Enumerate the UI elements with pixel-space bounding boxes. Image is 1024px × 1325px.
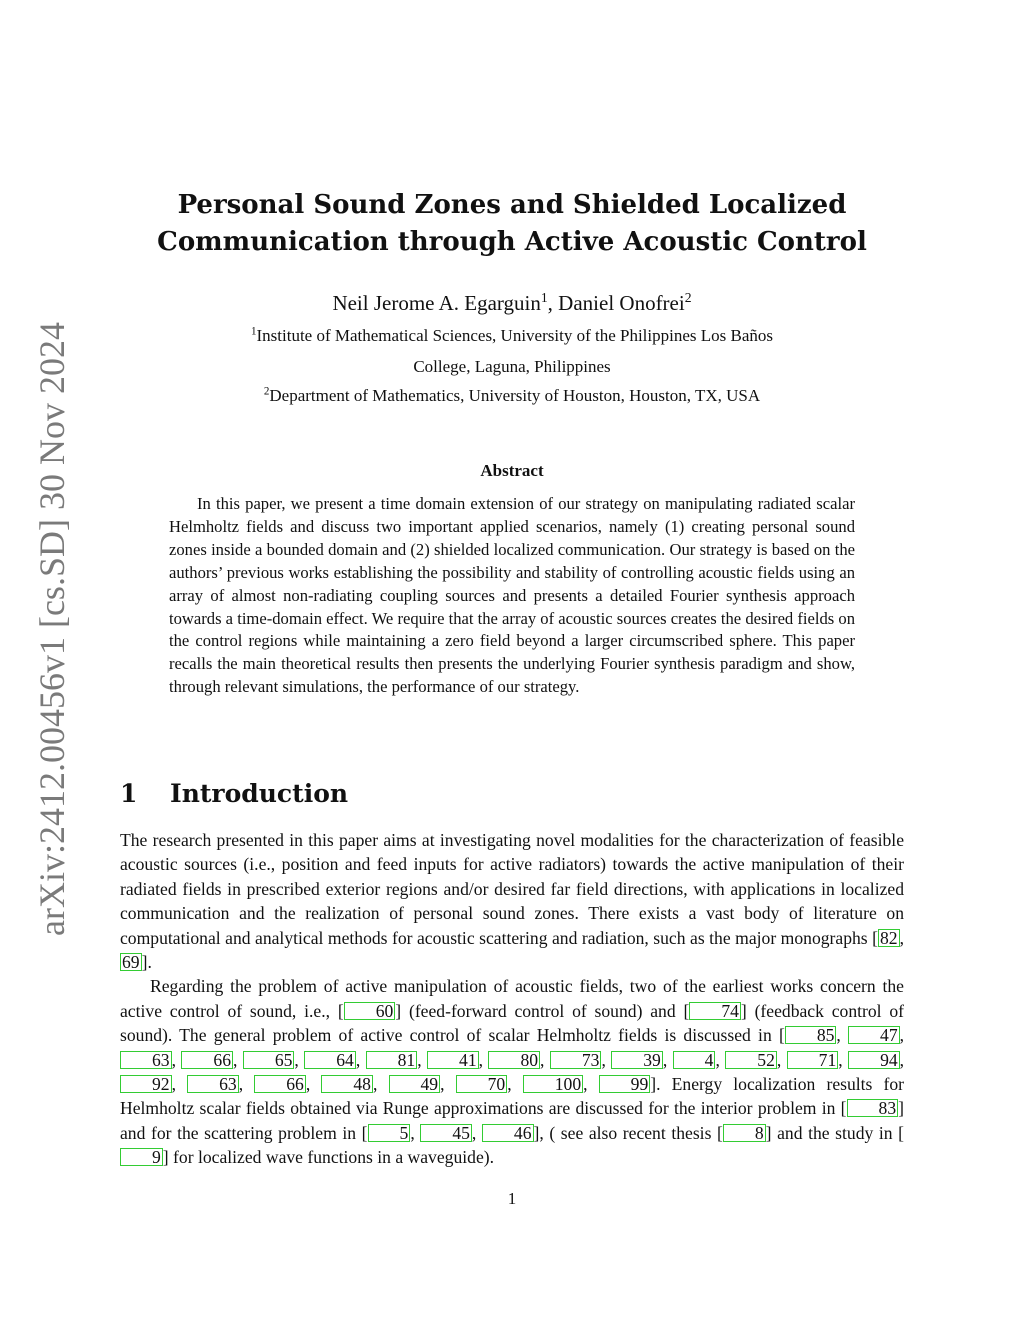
citation-separator: , bbox=[662, 1049, 673, 1070]
citation-link[interactable]: 100 bbox=[523, 1075, 583, 1093]
citation-link[interactable]: 65 bbox=[243, 1051, 295, 1069]
citation-link[interactable]: 71 bbox=[787, 1051, 839, 1069]
citation-separator: , bbox=[583, 1074, 599, 1095]
paragraph-2-text: ] and the study in [ bbox=[765, 1122, 905, 1143]
citation-link[interactable]: 82 bbox=[880, 927, 898, 948]
citation-separator: , bbox=[440, 1074, 456, 1095]
citation-separator: , bbox=[410, 1122, 421, 1143]
affil-2-mark: 2 bbox=[263, 385, 270, 398]
author-1-affil-mark: 1 bbox=[540, 290, 548, 305]
affiliation-2 bbox=[110, 385, 914, 407]
citation-separator: , bbox=[507, 1074, 523, 1095]
arxiv-identifier: arXiv:2412.00456v1 [cs.SD] 30 Nov 2024 bbox=[32, 322, 72, 936]
title-line-1: Personal Sound Zones and Shielded Localized bbox=[177, 190, 847, 220]
introduction-body bbox=[120, 828, 904, 1170]
citation-link[interactable]: 52 bbox=[725, 1051, 777, 1069]
abstract-text: In this paper, we present a time domain extension of our strategy on manipulating radiated scalar Helmholtz fields and discuss two important applied scenarios, namely (1) creating personal sound zones inside a bounded domain and (2) shielded localized communication. Our strategy is based on the authors’ previous works establishing the possibility and stability of controlling acoustic fields using an array of almost non-radiating coupling sources and presents a detailed Fourier synthesis approach towards a time-domain effect. We require that the array of acoustic sources creates the desired fields on the control regions while maintaining a zero field beyond a larger circumscribed sphere. This paper recalls the main theoretical results then presents the underlying Fourier synthesis paradigm and show, through relevant simulations, the performance of our strategy. bbox=[169, 494, 855, 697]
citation-link[interactable]: 73 bbox=[550, 1051, 602, 1069]
citation-separator: , bbox=[233, 1049, 243, 1070]
citation-separator: , bbox=[540, 1049, 550, 1070]
author-list bbox=[110, 290, 914, 316]
abstract-heading: Abstract bbox=[480, 461, 544, 480]
citation-link[interactable]: 80 bbox=[488, 1051, 540, 1069]
author-separator: , bbox=[547, 291, 559, 315]
citation-separator: , bbox=[417, 1049, 428, 1070]
citation-separator: , bbox=[471, 1122, 482, 1143]
affil-2-line-1: Department of Mathematics, University of Houston, Houston, TX, USA bbox=[269, 386, 761, 405]
citation-link[interactable]: 8 bbox=[723, 1124, 766, 1142]
affiliation-1-cont: College, Laguna, Philippines bbox=[413, 357, 611, 376]
citation-link[interactable]: 94 bbox=[848, 1051, 900, 1069]
paragraph-2-text: ] (feedback control of sound). The general problem of active control of scalar Helmholtz fields is discussed in [ bbox=[120, 1000, 905, 1046]
affil-1-mark: 1 bbox=[250, 325, 257, 338]
citation-link[interactable]: 66 bbox=[181, 1051, 233, 1069]
citation-link[interactable]: 45 bbox=[420, 1124, 472, 1142]
paragraph-2-text: ], ( see also recent thesis [ bbox=[533, 1122, 723, 1143]
citation-separator: , bbox=[171, 1049, 182, 1070]
citation-link[interactable]: 46 bbox=[482, 1124, 534, 1142]
citation-link[interactable]: 48 bbox=[321, 1075, 373, 1093]
paragraph-2-text: Regarding the problem of active manipulation of acoustic fields, two of the earliest works concern the active control of sound, i.e., [ bbox=[120, 976, 904, 1021]
citation-separator: , bbox=[305, 1074, 322, 1095]
citation-link[interactable]: 9 bbox=[120, 1148, 163, 1166]
citation-link[interactable]: 81 bbox=[366, 1051, 418, 1069]
page-number: 1 bbox=[507, 1189, 517, 1208]
citation-link[interactable]: 49 bbox=[389, 1075, 441, 1093]
citation-separator: , bbox=[899, 1025, 905, 1046]
citation-separator: , bbox=[899, 1049, 905, 1070]
citation-separator: , bbox=[838, 1049, 849, 1070]
citation-link[interactable]: 64 bbox=[304, 1051, 356, 1069]
section-heading bbox=[120, 778, 348, 810]
affiliation-1 bbox=[110, 325, 914, 347]
citation-link[interactable]: 63 bbox=[187, 1075, 239, 1093]
citation-separator: , bbox=[294, 1049, 305, 1070]
citation-separator: , bbox=[478, 1049, 489, 1070]
paragraph-1-text: The research presented in this paper aims at investigating novel modalities for the characterization of feasible acoustic sources (i.e., position and feed inputs for active radiators) towards the active manipulation of their radiated fields in prescribed exterior regions and/or desired far field directions, with applications in localized communication and the realization of personal sound zones. There exists a vast body of literature on computational and analytical methods for acoustic scattering and radiation, such as the major monographs [ bbox=[120, 830, 904, 948]
citation-link[interactable]: 74 bbox=[689, 1002, 741, 1020]
paper-title bbox=[110, 187, 914, 261]
citation-link[interactable]: 66 bbox=[254, 1075, 306, 1093]
paragraph-2 bbox=[120, 974, 904, 1169]
author-2-affil-mark: 2 bbox=[684, 290, 692, 305]
paragraph-2-text: ] for localized wave functions in a waveguide). bbox=[162, 1147, 495, 1168]
citation-link[interactable]: 85 bbox=[785, 1026, 837, 1044]
paragraph-1-end: ]. bbox=[141, 952, 152, 973]
paragraph-1 bbox=[120, 828, 904, 974]
affil-1-line-1: Institute of Mathematical Sciences, University of the Philippines Los Baños bbox=[256, 326, 774, 345]
citation-link[interactable]: 63 bbox=[120, 1051, 172, 1069]
citation-separator: , bbox=[171, 1074, 188, 1095]
citation-separator: , bbox=[601, 1049, 612, 1070]
citation-link[interactable]: 70 bbox=[456, 1075, 508, 1093]
citation-link[interactable]: 4 bbox=[673, 1051, 716, 1069]
author-1: Neil Jerome A. Egarguin bbox=[332, 291, 541, 315]
citation-link[interactable]: 47 bbox=[848, 1026, 900, 1044]
citation-separator: , bbox=[355, 1049, 366, 1070]
citation-link[interactable]: 60 bbox=[344, 1002, 396, 1020]
citation-link[interactable]: 83 bbox=[847, 1099, 899, 1117]
author-2: Daniel Onofrei bbox=[558, 291, 685, 315]
citation-link[interactable]: 92 bbox=[120, 1075, 172, 1093]
title-line-2: Communication through Active Acoustic Control bbox=[157, 227, 867, 257]
citation-separator: , bbox=[836, 1025, 849, 1046]
paragraph-2-text: ]. Energy localization results for Helmholtz scalar fields obtained via Runge approximations are discussed for the interior problem in [ bbox=[120, 1074, 905, 1119]
citation-link[interactable]: 39 bbox=[611, 1051, 663, 1069]
paragraph-2-text: ] and for the scattering problem in [ bbox=[120, 1098, 904, 1143]
citation-link[interactable]: 41 bbox=[427, 1051, 479, 1069]
citation-link[interactable]: 69 bbox=[122, 952, 140, 973]
citation-separator: , bbox=[899, 927, 904, 948]
citation-link[interactable]: 99 bbox=[599, 1075, 651, 1093]
citation-separator: , bbox=[715, 1049, 726, 1070]
citation-list bbox=[368, 1123, 534, 1143]
citation-separator: , bbox=[238, 1074, 255, 1095]
section-title: Introduction bbox=[170, 779, 349, 808]
citation-link[interactable]: 5 bbox=[368, 1124, 411, 1142]
citation-separator: , bbox=[776, 1049, 787, 1070]
section-number: 1 bbox=[120, 779, 138, 808]
paragraph-2-text: ] (feed-forward control of sound) and [ bbox=[395, 1000, 690, 1021]
citation-separator: , bbox=[372, 1074, 389, 1095]
